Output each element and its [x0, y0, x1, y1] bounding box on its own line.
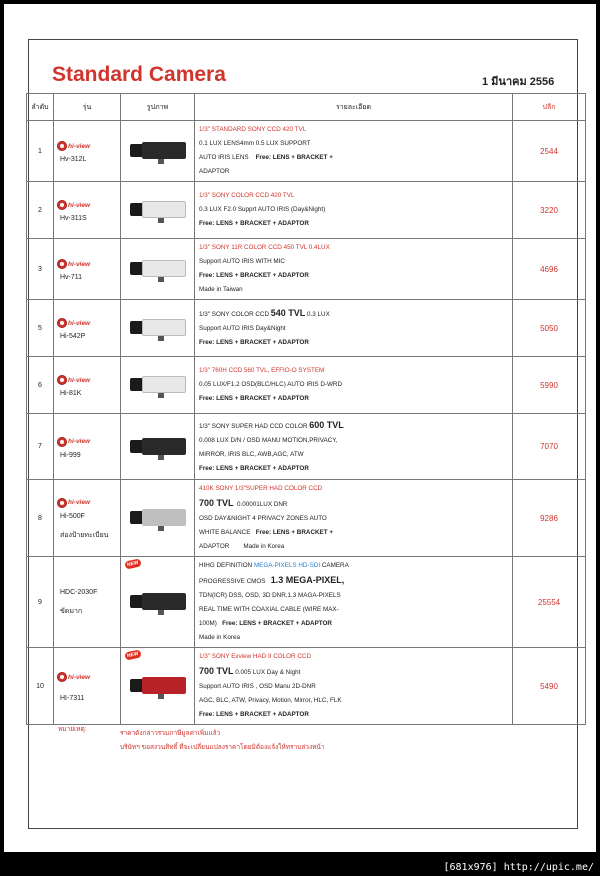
spec-line: 700 TVL 0.005 LUX Day & Night — [199, 666, 301, 676]
model-name: HDC-2030F — [60, 589, 98, 596]
spec-line: Support AUTO IRIS Day&Night — [199, 325, 286, 332]
spec-line: 0.3 LUX F2.0 Supprt AUTO IRIS (Day&Night) — [199, 206, 326, 213]
table-row — [27, 121, 586, 182]
model-name: Hi-81K — [60, 390, 82, 397]
page-date: 1 มีนาคม 2556 — [482, 76, 555, 88]
spec-line: 700 TVL 0.00001LUX DNR — [199, 498, 288, 508]
row-number: 9 — [27, 557, 54, 648]
column-header-details: รายละเอียด — [195, 94, 513, 121]
spec-line: Free: LENS + BRACKET + ADAPTOR — [199, 272, 309, 279]
brand-logo-icon — [57, 672, 67, 682]
model-cell — [54, 182, 121, 239]
brand-logo-icon — [57, 141, 67, 151]
spec-line: 0.008 LUX D/N / OSD MANU MOTION,PRIVACY, — [199, 436, 338, 444]
description-cell — [195, 300, 513, 357]
spec-headline: 1/3" SONY COLOR CCD 420 TVL — [199, 192, 295, 199]
model-name: HI-7311 — [60, 695, 85, 702]
image-host-footer: [681x976] http://upic.me/ — [443, 862, 594, 873]
price-cell: 7070 — [513, 414, 586, 480]
spec-headline: 1/3" SONY 11R COLOR CCD 450 TVL 0.4LUX — [199, 244, 330, 251]
spec-line: Made in Taiwan — [199, 286, 243, 293]
model-cell — [54, 121, 121, 182]
price-cell: 5490 — [513, 648, 586, 725]
camera-icon — [128, 192, 188, 226]
brand-logo: hi-view — [57, 200, 90, 210]
brand-logo-icon — [57, 498, 67, 508]
model-name: Hv-311S — [60, 215, 87, 222]
model-note: ขัดมาก — [60, 608, 83, 615]
column-header-no: ลำดับ — [27, 94, 54, 121]
product-image — [121, 300, 195, 357]
price-cell: 5990 — [513, 357, 586, 414]
spec-line: Free: LENS + BRACKET + ADAPTOR — [199, 464, 309, 472]
spec-line: 100M) Free: LENS + BRACKET + ADAPTOR — [199, 620, 332, 627]
brand-logo-icon — [57, 437, 67, 447]
camera-icon — [128, 584, 188, 618]
brand-logo: hi-view — [57, 259, 90, 269]
note-line: บริษัทฯ ขอสงวนสิทธิ์ ที่จะเปลี่ยนแปลงราคาโดยมิต้องแจ้งให้ทราบล่วงหน้า — [120, 744, 325, 751]
description-cell — [195, 182, 513, 239]
row-number: 2 — [27, 182, 54, 239]
camera-icon — [128, 429, 188, 463]
model-cell — [54, 480, 121, 557]
spec-headline: 1/3" 760H CCD 560 TVL, EFFIO-O SYSTEM — [199, 367, 325, 374]
brand-logo-icon — [57, 200, 67, 210]
product-image — [121, 182, 195, 239]
description-cell — [195, 239, 513, 300]
product-image — [121, 414, 195, 480]
row-number: 5 — [27, 300, 54, 357]
product-image — [121, 557, 195, 648]
description-cell — [195, 480, 513, 557]
price-table — [26, 93, 586, 725]
description-cell — [195, 357, 513, 414]
table-header-row — [27, 94, 586, 121]
price-cell: 4696 — [513, 239, 586, 300]
camera-icon — [128, 500, 188, 534]
column-header-price: ปลีก — [513, 94, 586, 121]
spec-line: PROGRESSIVE CMOS 1.3 MEGA-PIXEL, — [199, 575, 345, 585]
spec-line: Support AUTO IRIS , OSD Manu 2D-DNR — [199, 683, 316, 690]
model-name: Hv-711 — [60, 274, 83, 281]
brand-logo: hi-view — [57, 318, 90, 328]
table-row — [27, 480, 586, 557]
spec-line: AUTO IRIS LENS Free: LENS + BRACKET + — [199, 154, 333, 161]
spec-line: AGC, BLC, ATW, Privacy, Motion, Mirror, HLC, FLK — [199, 697, 342, 704]
product-image — [121, 121, 195, 182]
price-cell: 5050 — [513, 300, 586, 357]
brand-logo: hi-view — [57, 672, 90, 682]
brand-logo: hi-view — [57, 141, 90, 151]
table-row — [27, 182, 586, 239]
model-cell — [54, 357, 121, 414]
brand-logo-icon — [57, 375, 67, 385]
spec-line: ADAPTOR Made in Korea — [199, 543, 285, 550]
row-number: 3 — [27, 239, 54, 300]
price-cell: 3220 — [513, 182, 586, 239]
camera-icon — [128, 668, 188, 702]
model-note: ส่องป้ายทะเบียน — [60, 531, 109, 539]
model-cell — [54, 648, 121, 725]
spec-headline: 1/3" STANDARD SONY CCD 420 TVL — [199, 126, 307, 133]
table-row — [27, 239, 586, 300]
spec-line: Support AUTO IRIS WITH MIC — [199, 258, 285, 265]
brand-logo-icon — [57, 259, 67, 269]
model-name: Hi-999 — [60, 451, 81, 459]
spec-line: Free: LENS + BRACKET + ADAPTOR — [199, 711, 309, 718]
price-cell: 9286 — [513, 480, 586, 557]
row-number: 1 — [27, 121, 54, 182]
table-row — [27, 414, 586, 480]
brand-logo: hi-view — [57, 375, 90, 385]
spec-line: Free: LENS + BRACKET + ADAPTOR — [199, 395, 309, 402]
row-number: 8 — [27, 480, 54, 557]
brand-logo: hi-view — [57, 498, 90, 508]
model-cell — [54, 414, 121, 480]
spec-line: OSD DAY&NIGHT 4 PRIVACY ZONES AUTO — [199, 515, 327, 522]
product-image — [121, 480, 195, 557]
spec-headline: 1/3" SONY Exview HAD II COLOR CCD — [199, 653, 311, 660]
spec-line: ADAPTOR — [199, 168, 230, 175]
spec-line: 0.1 LUX LENS4mm 0.5 LUX SUPPORT — [199, 140, 311, 147]
spec-line: Free: LENS + BRACKET + ADAPTOR — [199, 339, 309, 346]
product-image — [121, 357, 195, 414]
description-cell — [195, 557, 513, 648]
model-cell — [54, 300, 121, 357]
table-row — [27, 357, 586, 414]
column-header-picture: รูปภาพ — [121, 94, 195, 121]
row-number: 6 — [27, 357, 54, 414]
table-row — [27, 557, 586, 648]
price-cell: 25554 — [513, 557, 586, 648]
new-badge: NEW — [124, 649, 141, 660]
camera-icon — [128, 251, 188, 285]
brand-logo: hi-view — [57, 437, 90, 447]
spec-headline: 1/3" SONY COLOR CCD 540 TVL 0.3 LUX — [199, 308, 330, 318]
price-cell: 2544 — [513, 121, 586, 182]
brand-logo-icon — [57, 318, 67, 328]
table-row — [27, 648, 586, 725]
model-name: Hv-312L — [60, 156, 87, 163]
spec-headline: 410K SONY 1/3"SUPER HAD COLOR CCD — [199, 485, 323, 492]
description-cell — [195, 121, 513, 182]
spec-line: 0.05 LUX/F1.2 OSD(BLC/HLC) AUTO IRIS D-WRD — [199, 381, 342, 388]
camera-icon — [128, 133, 188, 167]
row-number: 10 — [27, 648, 54, 725]
description-cell — [195, 648, 513, 725]
note-line: ราคาดังกล่าวรวมภาษีมูลค่าเพิ่มแล้ว — [120, 730, 221, 737]
spec-headline: HIHG DEFINITION MEGA-PIXELS HD-SDI CAMERA — [199, 562, 349, 569]
model-name: Hi-542P — [60, 333, 86, 340]
spec-line: TDN(ICR) DSS, OSD, 3D DNR,1.3 MAGA-PIXELS — [199, 592, 341, 599]
model-cell — [54, 557, 121, 648]
row-number: 7 — [27, 414, 54, 480]
spec-line: Free: LENS + BRACKET + ADAPTOR — [199, 220, 309, 227]
column-header-model: รุ่น — [54, 94, 121, 121]
spec-line: WHITE BALANCE Free: LENS + BRACKET + — [199, 529, 334, 536]
spec-line: MIRROR, IRIS BLC, AWB,AGC, ATW — [199, 450, 304, 458]
description-cell — [195, 414, 513, 480]
product-image — [121, 648, 195, 725]
spec-headline: 1/3" SONY SUPER HAD CCD COLOR 600 TVL — [199, 419, 344, 430]
camera-icon — [128, 367, 188, 401]
table-row — [27, 300, 586, 357]
spec-line: REAL TIME WITH COAXIAL CABLE (WIRE MAX- — [199, 606, 339, 613]
model-cell — [54, 239, 121, 300]
new-badge: NEW — [124, 558, 141, 569]
camera-icon — [128, 310, 188, 344]
notes-label: หมายเหตุ: — [58, 726, 87, 733]
page-title: Standard Camera — [52, 63, 226, 86]
spec-line: Made in Korea — [199, 634, 240, 641]
model-name: Hi-500F — [60, 512, 85, 520]
product-image — [121, 239, 195, 300]
